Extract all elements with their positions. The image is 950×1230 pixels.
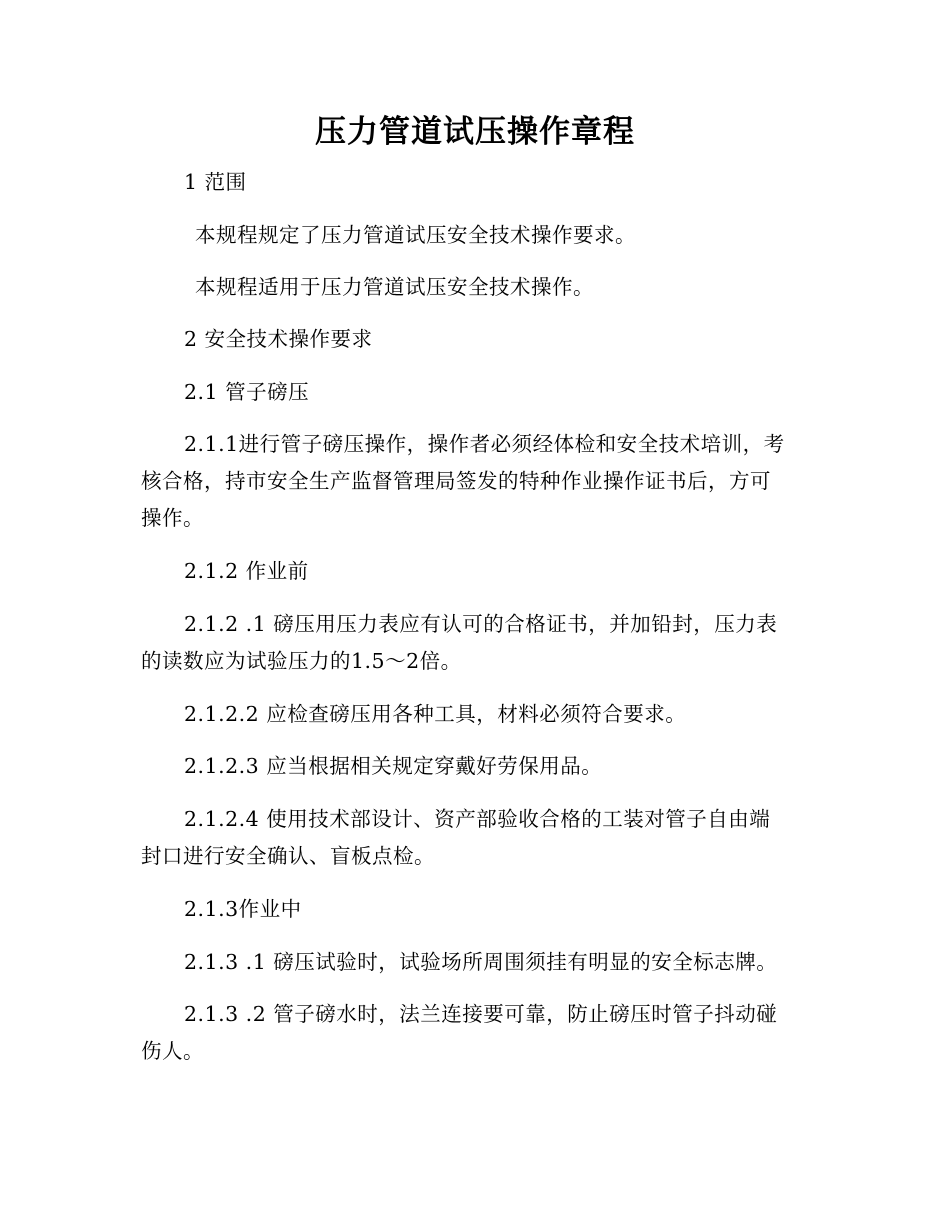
paragraph-tool-check [141, 696, 809, 733]
text-line: 2 安全技术操作要求 [184, 327, 373, 351]
text-line: 核合格，持市安全生产监督管理局签发的特种作业操作证书后，方可 [141, 469, 771, 493]
text-line: 2.1.2.2 应检查磅压用各种工具，材料必须符合要求。 [184, 702, 687, 726]
text-line: 2.1 管子磅压 [184, 380, 310, 404]
text-line: 封口进行安全确认、盲板点检。 [141, 844, 435, 868]
text-line: 2.1.3 .2 管子磅水时，法兰连接要可靠，防止磅压时管子抖动碰 [184, 1002, 778, 1026]
text-line: 1 范围 [184, 170, 247, 194]
paragraph-safety-signs [141, 944, 809, 981]
paragraph-flange-connection [141, 996, 809, 1070]
text-line: 2.1.2.3 应当根据相关规定穿戴好劳保用品。 [184, 754, 603, 778]
paragraph-operator-qualification [141, 426, 809, 537]
text-line: 2.1.2 .1 磅压用压力表应有认可的合格证书，并加铅封，压力表 [184, 612, 778, 636]
text-line: 2.1.2 作业前 [184, 559, 309, 583]
section-heading-scope [141, 164, 809, 201]
section-heading-pipe-pressure [141, 374, 809, 411]
paragraph-sealing-check [141, 801, 809, 875]
section-heading-before-work [141, 553, 809, 590]
text-line: 伤人。 [141, 1039, 204, 1063]
text-line: 2.1.2.4 使用技术部设计、资产部验收合格的工装对管子自由端 [184, 807, 771, 831]
text-line: 本规程规定了压力管道试压安全技术操作要求。 [195, 223, 636, 247]
paragraph-protective-gear [141, 748, 809, 785]
paragraph-scope-definition [141, 217, 809, 254]
text-line: 操作。 [141, 506, 204, 530]
paragraph-scope-applicability [141, 269, 809, 306]
paragraph-pressure-gauge [141, 606, 809, 680]
text-line: 的读数应为试验压力的1.5～2倍。 [141, 649, 462, 673]
section-heading-safety [141, 321, 809, 358]
document-title: 压力管道试压操作章程 [315, 114, 635, 150]
text-line: 2.1.1进行管子磅压操作，操作者必须经体检和安全技术培训，考 [184, 432, 785, 456]
section-heading-during-work [141, 891, 809, 928]
text-line: 本规程适用于压力管道试压安全技术操作。 [195, 275, 594, 299]
text-line: 2.1.3作业中 [184, 897, 302, 921]
text-line: 2.1.3 .1 磅压试验时，试验场所周围须挂有明显的安全标志牌。 [184, 950, 778, 974]
